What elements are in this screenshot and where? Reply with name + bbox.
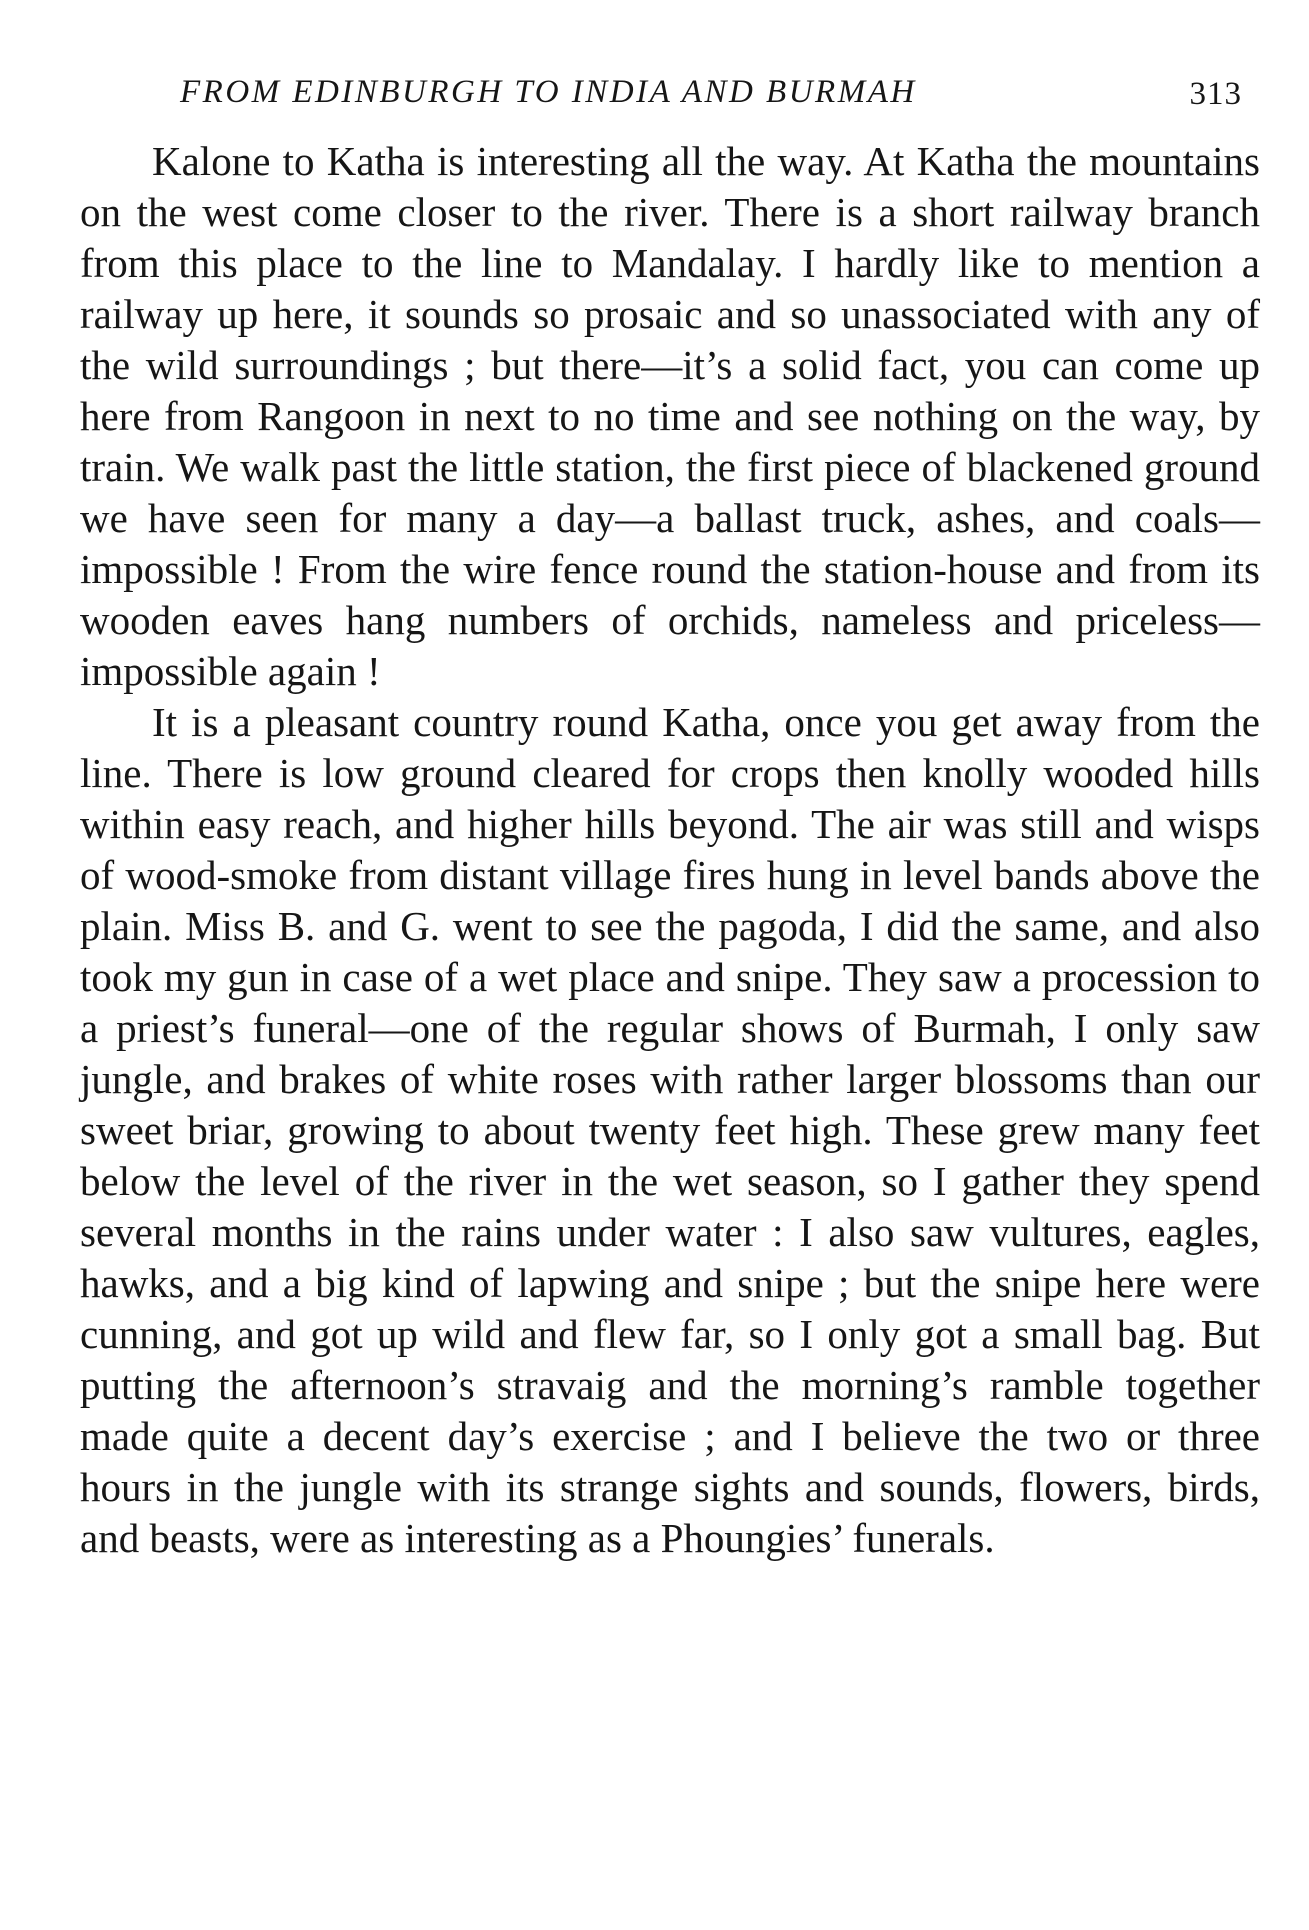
page-number: 313 xyxy=(1189,76,1242,112)
body-text xyxy=(80,136,1260,1564)
running-title: FROM EDINBURGH TO INDIA AND BURMAH xyxy=(180,74,917,110)
running-head xyxy=(80,74,1260,124)
paragraph: It is a pleasant country round Katha, once you get away from the line. There is low ground cleared for crops then knolly wooded hills within easy reach, and higher hills beyond. The air was still and wisps of wood-smoke from distant village fires hung in level bands above the plain. Miss B. and G. went to see the pagoda, I did the same, and also took my gun in case of a wet place and snipe. They saw a procession to a priest’s funeral—one of the regular shows of Burmah, I only saw jungle, and brakes of white roses with rather larger blossoms than our sweet briar, growing to about twenty feet high. These grew many feet below the level of the river in the wet season, so I gather they spend several months in the rains under water : I also saw vultures, eagles, hawks, and a big kind of lapwing and snipe ; but the snipe here were cunning, and got up wild and flew far, so I only got a small bag. But putting the afternoon’s stravaig and the morning’s ramble together made quite a decent day’s exercise ; and I believe the two or three hours in the jungle with its strange sights and sounds, flowers, birds, and beasts, were as interesting as a Phoungies’ funerals. xyxy=(80,699,1260,1561)
paragraph: Kalone to Katha is interesting all the way. At Katha the mountains on the west come closer to the river. There is a short railway branch from this place to the line to Mandalay. I hardly like to mention a railway up here, it sounds so prosaic and so unassociated with any of the wild surroundings ; but there—it’s a solid fact, you can come up here from Rangoon in next to no time and see nothing on the way, by train. We walk past the little station, the first piece of blackened ground we have seen for many a day—a ballast truck, ashes, and coals—impossible ! From the wire fence round the station-house and from its wooden eaves hang numbers of orchids, nameless and priceless—impossible again ! xyxy=(80,138,1260,694)
